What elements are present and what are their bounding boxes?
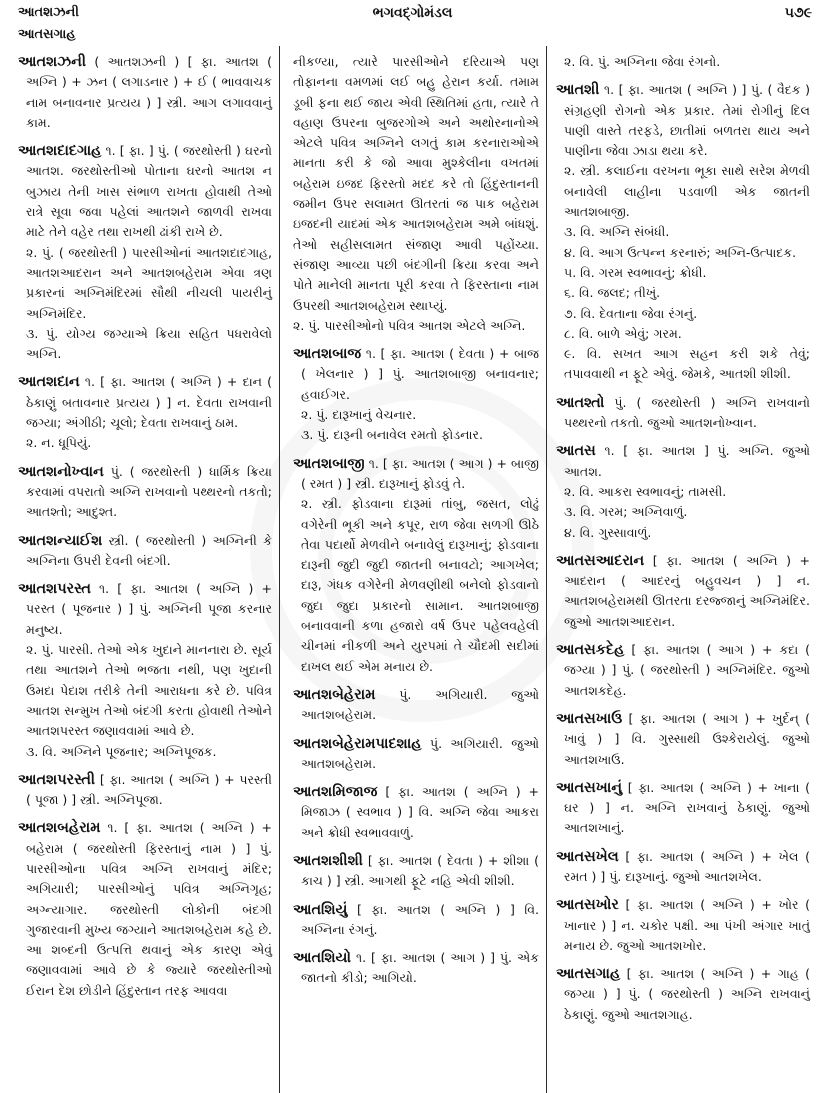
definition-text: પું. ( જરથોસ્તી ) ધાર્મિક ક્રિયા કરવામાં વપરાતો અગ્નિ રાખવાનો પથ્થરનો તકતો; આતશ્તો; આદુશ્ત. [26, 463, 272, 520]
dictionary-entry [18, 579, 272, 762]
dictionary-entry [556, 847, 810, 888]
headword: આતશનોખ્વાન [18, 463, 104, 480]
definition-text: [ ફા. આતશ ( અગ્નિ ) + ખાના ( ઘર ) ] ન. અગ્નિ રાખવાનું ઠેકાણું. જુઓ આતશખાનું. [564, 779, 810, 836]
definition-text: ૧. [ ફા. આતશ ( અગ્નિ ) ] પું. ( વૈદક ) સંગ્રહણી રોગનો એક પ્રકાર. તેમાં રોગીનું દિલ પાણી વાસ્તે તરફડે, છાતીમાં બળતરા થાય અને પાણીના જેવા ઝાડા થયા કરે. [564, 82, 810, 159]
headword: આતશદાન [18, 374, 80, 391]
headword: આતશદાદગાહ [18, 143, 102, 160]
entry-first-sense [18, 52, 272, 133]
definition-text: ૧. [ ફા. આતશ ] પું. અગ્નિ. જુઓ આતશ. [564, 443, 810, 479]
entry-first-sense [556, 80, 810, 161]
headword: આતસખાનું [556, 779, 623, 796]
definition-text: [ ફા. આતશ ( અગ્નિ ) + પરસ્તી ( પૂજા ) ] સ્ત્રી. અગ્નિપૂજા. [26, 771, 272, 808]
definition-text: [ ફા. આતશ ( અગ્નિ ) ] વિ. અગ્નિના રંગનું. [301, 901, 539, 937]
definition-text: પું. અગિયારી. જુઓ આતશબહેરામ. [301, 735, 539, 771]
headword: આતસઆદરાન [556, 552, 645, 569]
dictionary-entry [293, 948, 539, 989]
definition-text: [ ફા. આતશ ( દેવતા ) + શીશા ( કાચ ) ] સ્ત્રી. આગથી ફૂટે નહિ એવી શીશી. [301, 852, 539, 889]
definition-text: ( આતશઝની ) [ ફા. આતશ ( અગ્નિ ) + ઝન ( લગાડનાર ) + ઈ ( ભાવવાચક નામ બનાવનાર પ્રત્યય ) ] સ્ત્રી. આગ લગાવવાનું કામ. [26, 54, 272, 130]
dictionary-entry [556, 895, 810, 956]
sense: ૬. વિ. જલદ; તીખું. [564, 285, 661, 301]
dictionary-entry [556, 551, 810, 632]
definition-text: ૧. [ ફા. ] પું. ( જરથોસ્તી ) ઘરનો આતશ. જરથોસ્તીઓ પોતાના ઘરનો આતશ ન બુઝાય તેની ખાસ સંભાળ રાખતા હોવાથી તેઓ રાત્રે સૂવા જવા પહેલાં આતશને જાળવી રાખવા માટે તેને વહેર તથા રાખથી ઢાંકી રાખે છે. [26, 143, 272, 240]
page-number: ૫૭૯ [784, 5, 812, 21]
dictionary-entry [293, 734, 539, 775]
headword: આતસ [556, 443, 596, 460]
sense: ૩. વિ. ગરમ; અગ્નિવાળું. [564, 504, 688, 520]
headword: આતસખાઉ [556, 710, 623, 727]
dictionary-entry [556, 709, 810, 770]
headword: આતસગાહ [556, 966, 621, 983]
sense: ૮. વિ. બાળે એવું; ગરમ. [564, 325, 682, 341]
column-1 [18, 52, 272, 1001]
headword: આતસકદેહ [556, 642, 625, 659]
entry-first-sense [556, 441, 810, 482]
sense: ૨. પું. પારસીઓનો પવિત્ર આતશ એટલે અગ્નિ. [293, 317, 526, 333]
entry-first-sense [293, 948, 539, 989]
definition-text: ૧. [ ફા. આતશ ( આગ ) + બાજી ( રમત ) ] સ્ત્રી. દારૂખાનું ફોડવું તે. [301, 455, 539, 491]
sense: ૯. વિ. સખત આગ સહન કરી શકે તેવું; તપાવવાથી ન ફૂટે એવું. જેમકે, આતશી શીશી. [564, 346, 810, 382]
entry-first-sense [18, 372, 272, 433]
headword: આતશમિજાજ [293, 784, 378, 801]
running-head-last-word: આતસગાહ [18, 27, 76, 42]
entry-continuation [293, 52, 539, 336]
sense: ૫. વિ. ગરમ સ્વભાવનું; ક્રોધી. [564, 264, 707, 280]
definition-text: પું. અગિયારી. જુઓ આતશબહેરામ. [301, 686, 539, 723]
headword: આતશપરસ્ત [18, 581, 91, 598]
entry-first-sense [556, 640, 810, 701]
headword: આતશબાજ [293, 346, 362, 363]
running-head-first-word: આતશઝની [18, 5, 79, 20]
definition-text: [ ફા. આતશ ( અગ્નિ ) + મિજાઝ ( સ્વભાવ ) ] વિ. અગ્નિ જેવા આકરા અને ક્રોધી સ્વભાવવાળું. [301, 784, 539, 840]
headword: આતશશીશી [293, 852, 363, 869]
dictionary-entry [18, 372, 272, 453]
headword: આતશ્તો [556, 394, 605, 411]
definition-text: [ ફા. આતશ ( અગ્નિ ) + ગાહ ( જગ્યા ) ] પું. ( જરથોસ્તી ) અગ્નિ રાખવાનું ઠેકાણું. જુઓ આતશગાહ. [564, 966, 810, 1022]
dictionary-entry [293, 782, 539, 843]
sense: ૨. ન. ધૂપિયું. [26, 435, 92, 451]
entry-first-sense [18, 462, 272, 523]
headword: આતશી [556, 82, 600, 99]
sense: ૨. વિ. પું. અગ્નિના જેવા રંગનો. [564, 54, 721, 69]
headword: આતશબાજી [293, 455, 365, 472]
definition-text: ૧. [ ફા. આતશ ( અગ્નિ ) + બહેરામ ( જરથોસ્તી ફિરસ્તાનું નામ ) ] પું. પારસીઓના પવિત્ર અગ્નિ રાખવાનું મંદિર; અગિયારી; પારસીઓનું પવિત્ર અગ્નિગૃહ; અગ્ન્યાગાર. જરથોસ્તી લોકોની બંદગી ગુજારવાની મુખ્ય જગ્યાને આતશબહેરામ કહે છે. આ શબ્દની ઉત્પત્તિ થવાનું એક કારણ એવું જણાવવામાં આવે છે કે જ્યારે જરથોસ્તીઓ ઈરાન દેશ છોડીને હિંદુસ્તાન તરફ આવવા [26, 820, 272, 998]
dictionary-entry [18, 52, 272, 133]
entry-first-sense [556, 551, 810, 632]
entry-first-sense [18, 141, 272, 242]
headword: આતશપરસ્તી [18, 771, 96, 788]
entry-first-sense [556, 847, 810, 888]
definition-text: ૧. [ ફા. આતશ ( આગ ) ] પું. એક જાતનો કીડો; આગિયો. [301, 950, 539, 986]
definition-text: [ ફા. આતશ ( આગ ) + કદા ( જગ્યા ) ] પું. ( જરથોસ્તી ) અગ્નિમંદિર. જુઓ આતશકદેહ. [564, 642, 810, 698]
headword: આતશબહેરામ [18, 820, 101, 837]
sense: ૩. પું. દારૂની બનાવેલ રમતો ફોડનાર. [301, 427, 483, 443]
definition-text: [ ફા. આતશ ( અગ્નિ ) + ખોર ( ખાનાર ) ] ન. ચકોર પક્ષી. આ પંખી અંગાર ખાતું મનાય છે. જુઓ આતશખોર. [564, 897, 810, 953]
sense: ૩. વિ. અગ્નિને પૂજનાર; અગ્નિપૂજક. [26, 743, 217, 759]
dictionary-entry [556, 640, 810, 701]
definition-text: ૧. [ ફા. આતશ ( દેવતા ) + બાજ ( ખેલનાર ) ] પું. આતશબાજી બનાવનાર; હવાઈગર. [301, 346, 539, 402]
entry-first-sense [293, 685, 539, 726]
entry-first-sense [293, 344, 539, 405]
headword: આતશિયું [293, 901, 348, 918]
entry-first-sense [293, 851, 539, 892]
entry-first-sense [293, 900, 539, 941]
dictionary-entry [18, 770, 272, 811]
entry-continuation [556, 52, 810, 72]
entry-first-sense [556, 778, 810, 839]
dictionary-entry [293, 851, 539, 892]
sense: ૭. વિ. દેવતાના જેવા રંગનું. [564, 305, 698, 321]
column-2 [293, 52, 539, 989]
headword: આતશઝની [18, 54, 87, 70]
dictionary-entry [556, 964, 810, 1025]
continued-text: નીકળ્યા, ત્યારે પારસીઓને દરિયાએ પણ તોફાનના વમળમાં લઈ બહુ હેરાન કર્યા. તમામ ડૂબી ફના થઈ જાય એવી સ્થિતિમાં હતા, ત્યારે તે વહાણ ઉપરના બુજરગોએ અને અથોરનાનોએ એટલે પવિત્ર અગ્નિને લગતું કામ કરનારાઓએ માનતા કરી કે જો આવા મુશ્કેલીના વખતમાં બહેરામ ઇજદ ફિરસ્તો મદદ કરે તો હિંદુસ્તાનની જમીન ઉપર સલામત ઊતરતાં જ પાક બહેરામ ઇજદની યાદમાં એક આતશબહેરામ અમે બાંધશું. તેઓ સહીસલામત સંજાણ આવી પહોંચ્યા. સંજાણ આવ્યા પછી બંદગીની ક્રિયા કરવા અને પોતે માનેલી માનતા પૂરી કરવા તે ફિરસ્તાના નામ ઉપરથી આતશબહેરામ સ્થાપ્યું. [293, 54, 539, 313]
definition-text: ૧. [ ફા. આતશ ( અગ્નિ ) + દાન ( ઠેકાણું બતાવનાર પ્રત્યય ) ] ન. દેવતા રાખવાની જગ્યા; અંગીઠી; ચૂલો; દેવતા રાખવાનું ઠામ. [26, 374, 272, 431]
dictionary-entry [556, 393, 810, 434]
column-3 [556, 52, 810, 1025]
headword: આતશિયો [293, 950, 352, 967]
dictionary-entry [18, 462, 272, 523]
sense: ૨. વિ. આકરા સ્વભાવનું; તામસી. [564, 483, 727, 499]
column-divider [546, 46, 547, 1093]
entry-first-sense [18, 531, 272, 572]
dictionary-entry [293, 344, 539, 445]
entry-first-sense [293, 782, 539, 843]
sense: ૩. વિ. અગ્નિ સંબંધી. [564, 224, 670, 240]
headword: આતસખોર [556, 897, 619, 914]
entry-first-sense [293, 454, 539, 495]
headword: આતશબેહેરામપાદશાહ [293, 735, 422, 752]
sense: ૨. સ્ત્રી. ફોડવાના દારૂમાં તાંબુ, જસત, લોઢું વગેરેની ભૂકી અને કપૂર, રાળ જેવા સળગી ઊઠે તેવા પદાર્થો મેળવીને બનાવેલું દારૂખાનું; ફોડવાના દારૂની જુદી જુદી જાતની બનાવટો; આગખેલ; દારૂ, ગંધક વગેરેની મેળવણીથી બનેલો ફોડવાનો જુદા જુદા પ્રકારનો સામાન. આતશબાજી બનાવવાની કળા હજારો વર્ષ ઉપર પહેલવહેલી ચીનમાં નીકળી અને યુરપમાં તે ચૌદમી સદીમાં દાખલ થઈ એમ મનાય છે. [301, 496, 539, 674]
dictionary-entry [556, 778, 810, 839]
dictionary-entry [293, 685, 539, 726]
entry-first-sense [18, 579, 272, 640]
dictionary-entry [18, 531, 272, 572]
sense: ૨. પું. ( જરથોસ્તી ) પારસીઓનાં આતશદાદગાહ, આતશઆદરાન અને આતશબહેરામ એવા ત્રણ પ્રકારનાં અગ્નિમંદિરમાં સૌથી નીચલી પાયરીનું અગ્નિમંદિર. [26, 244, 272, 321]
headword: આતશબેહેરામ [293, 686, 376, 703]
dictionary-entry [293, 900, 539, 941]
dictionary-entry [556, 80, 810, 384]
definition-text: [ ફા. આતશ ( અગ્નિ ) + આદરાન ( આદરનું બહુવચન ) ] ન. આતશબહેરામથી ઊતરતા દરજ્જાનું અગ્નિમંદિર. જુઓ આતશઆદરાન. [564, 552, 810, 629]
entry-first-sense [556, 895, 810, 956]
entry-first-sense [556, 964, 810, 1025]
definition-text: ૧. [ ફા. આતશ ( અગ્નિ ) + પરસ્ત ( પૂજનાર ) ] પું. અગ્નિની પૂજા કરનાર મનુષ્ય. [26, 581, 272, 637]
headword: આતસખેલ [556, 848, 619, 865]
entry-first-sense [556, 709, 810, 770]
entry-first-sense [293, 734, 539, 775]
page-title: ભગવદ્ગોમંડલ [372, 5, 453, 21]
definition-text: [ ફા. આતશ ( આગ ) + ખુર્દન્ ( ખાવું ) ] વિ. ગુસ્સાથી ઉશ્કેરાયેલું. જુઓ આતશખાઉ. [564, 710, 810, 767]
sense: ૨. સ્ત્રી. કલાઈના વરખના ભૂકા સાથે સરેશ મેળવી બનાવેલી લાહીના પડવાળી એક જાતની આતશબાજી. [564, 163, 810, 220]
sense: ૨. પું. દારૂખાનું વેચનાર. [301, 407, 417, 423]
headword: આતશન્યાઈશ [18, 532, 103, 549]
dictionary-entry [293, 454, 539, 677]
sense: ૪. વિ. ગુસ્સાવાળું. [564, 524, 652, 540]
column-divider [279, 46, 280, 1093]
definition-text: સ્ત્રી. ( જરથોસ્તી ) અગ્નિની કે અગ્નિના ઉપરી દેવની બંદગી. [26, 532, 272, 568]
sense: ૪. વિ. આગ ઉત્પન્ન કરનારું; અગ્નિ-ઉત્પાદક. [564, 244, 797, 260]
definition-text: [ ફા. આતશ ( અગ્નિ ) + ખેલ ( રમત ) ] પું. દારૂખાનું. જુઓ આતશખેલ. [564, 848, 810, 884]
dictionary-entry [18, 141, 272, 364]
entry-first-sense [18, 770, 272, 811]
dictionary-entry [556, 441, 810, 542]
dictionary-entry [18, 818, 272, 1001]
sense: ૩. પું. યોગ્ય જગ્યાએ ક્રિયા સહિત પધરાવેલો અગ્નિ. [26, 325, 272, 362]
sense: ૨. પું. પારસી. તેઓ એક ખુદાને માનનારા છે. સૂર્ય તથા આતશને તેઓ ભજતા નથી, પણ ખુદાની ઉમદા પેદાશ તરીકે તેની આરાધના કરે છે. પવિત્ર આતશ સન્મુખ તેઓ બંદગી કરતા હોવાથી તેઓને આતશપરસ્ત જણાવવામાં આવે છે. [26, 642, 272, 739]
entry-first-sense [18, 818, 272, 1001]
entry-first-sense [556, 393, 810, 434]
definition-text: પું. ( જરથોસ્તી ) અગ્નિ રાખવાનો પથ્થરનો તકતો. જુઓ આતશનોખ્વાન. [564, 394, 810, 431]
